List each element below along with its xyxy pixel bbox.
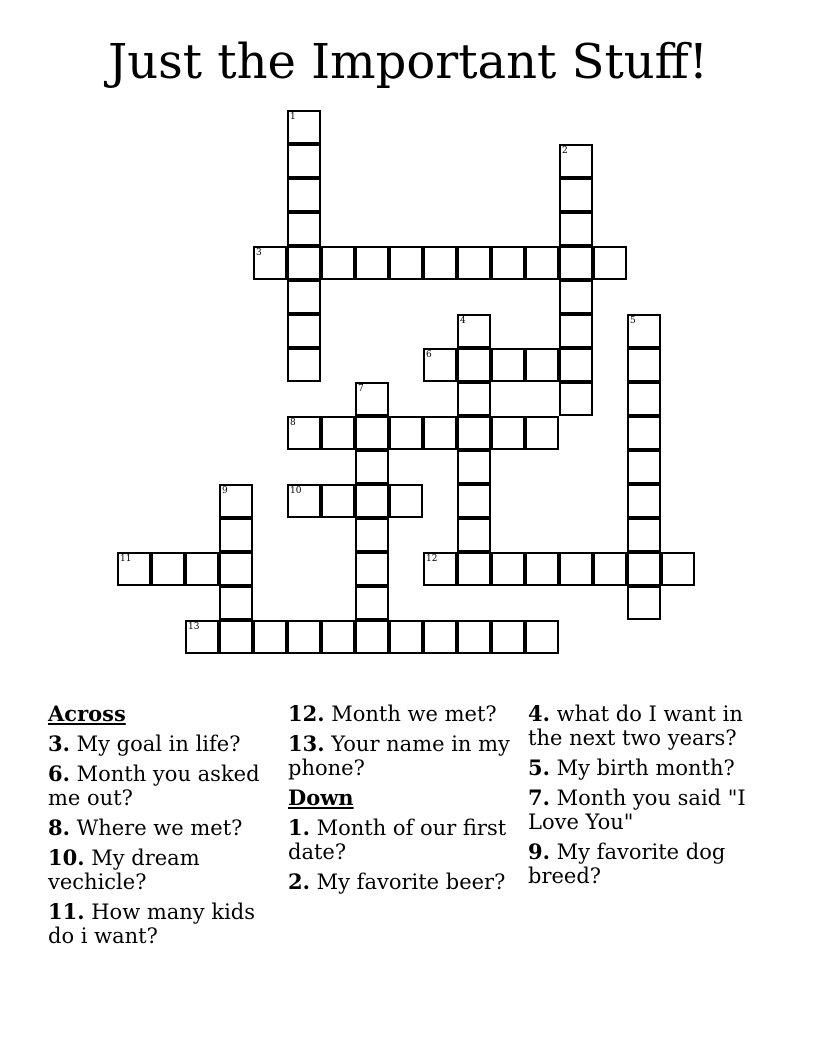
clue-number: 7. (528, 785, 550, 810)
clue-column-3 (528, 702, 768, 954)
clue-across-12 (288, 702, 528, 726)
clue-number: 9. (528, 839, 550, 864)
clue-text: Month you said "I Love You" (528, 786, 746, 834)
grid-cell[interactable] (457, 348, 491, 382)
grid-cell[interactable] (627, 382, 661, 416)
cell-number: 1 (290, 112, 296, 122)
grid-cell[interactable] (355, 450, 389, 484)
grid-cell[interactable] (559, 246, 593, 280)
grid-cell[interactable] (185, 620, 219, 654)
grid-cell[interactable] (457, 314, 491, 348)
grid-cell[interactable] (525, 348, 559, 382)
cell-number: 9 (222, 486, 228, 496)
clue-number: 12. (288, 701, 325, 726)
clue-column-2 (288, 702, 528, 954)
clue-text: My favorite dog breed? (528, 840, 726, 888)
grid-cell[interactable] (491, 620, 525, 654)
grid-cell[interactable] (355, 620, 389, 654)
grid-cell[interactable] (559, 552, 593, 586)
clue-down-7 (528, 786, 768, 834)
grid-cell[interactable] (491, 246, 525, 280)
clue-across-10 (48, 846, 288, 894)
grid-cell[interactable] (423, 416, 457, 450)
cell-number: 11 (120, 554, 132, 564)
grid-cell[interactable] (457, 518, 491, 552)
clue-down-2 (288, 870, 528, 894)
grid-cell[interactable] (355, 484, 389, 518)
grid-cell[interactable] (627, 450, 661, 484)
grid-cell[interactable] (559, 382, 593, 416)
grid-cell[interactable] (593, 246, 627, 280)
grid-cell[interactable] (287, 110, 321, 144)
grid-cell[interactable] (423, 348, 457, 382)
grid-cell[interactable] (389, 246, 423, 280)
grid-cell[interactable] (525, 552, 559, 586)
grid-cell[interactable] (287, 314, 321, 348)
grid-cell[interactable] (287, 416, 321, 450)
grid-cell[interactable] (525, 416, 559, 450)
clue-text: Month we met? (331, 702, 497, 726)
grid-cell[interactable] (355, 552, 389, 586)
grid-cell[interactable] (185, 552, 219, 586)
clue-down-5 (528, 756, 768, 780)
grid-cell[interactable] (559, 178, 593, 212)
clue-list (48, 702, 768, 954)
grid-cell[interactable] (287, 144, 321, 178)
clue-text: My birth month? (556, 756, 735, 780)
grid-cell[interactable] (253, 246, 287, 280)
grid-cell[interactable] (559, 280, 593, 314)
clue-number: 2. (288, 869, 310, 894)
cell-number: 10 (290, 486, 302, 496)
grid-cell[interactable] (525, 246, 559, 280)
grid-cell[interactable] (457, 382, 491, 416)
grid-cell[interactable] (627, 518, 661, 552)
grid-cell[interactable] (627, 552, 661, 586)
clue-number: 8. (48, 815, 70, 840)
clue-text: My dream vechicle? (48, 846, 200, 894)
clue-across-13 (288, 732, 528, 780)
grid-cell[interactable] (321, 620, 355, 654)
grid-cell[interactable] (593, 552, 627, 586)
grid-cell[interactable] (117, 552, 151, 586)
grid-cell[interactable] (423, 620, 457, 654)
grid-cell[interactable] (355, 382, 389, 416)
across-heading: Across (48, 701, 126, 726)
cell-number: 13 (188, 622, 200, 632)
cell-number: 4 (460, 316, 466, 326)
clue-text: How many kids do i want? (48, 900, 255, 948)
grid-cell[interactable] (457, 484, 491, 518)
grid-cell[interactable] (559, 348, 593, 382)
grid-cell[interactable] (627, 416, 661, 450)
grid-cell[interactable] (219, 518, 253, 552)
grid-cell[interactable] (287, 280, 321, 314)
clue-number: 3. (48, 731, 70, 756)
grid-cell[interactable] (287, 348, 321, 382)
grid-cell[interactable] (321, 416, 355, 450)
clue-down-4 (528, 702, 768, 750)
grid-cell[interactable] (287, 246, 321, 280)
grid-cell[interactable] (355, 416, 389, 450)
grid-cell[interactable] (287, 620, 321, 654)
grid-cell[interactable] (219, 620, 253, 654)
clue-number: 4. (528, 701, 550, 726)
clue-number: 1. (288, 815, 310, 840)
cell-number: 5 (630, 316, 636, 326)
clue-number: 5. (528, 755, 550, 780)
grid-cell[interactable] (457, 416, 491, 450)
grid-cell[interactable] (423, 246, 457, 280)
grid-cell[interactable] (491, 552, 525, 586)
grid-cell[interactable] (457, 620, 491, 654)
clue-text: Your name in my phone? (288, 732, 510, 780)
grid-cell[interactable] (389, 484, 423, 518)
cell-number: 6 (426, 350, 432, 360)
clue-across-3 (48, 732, 288, 756)
grid-cell[interactable] (321, 246, 355, 280)
clue-number: 6. (48, 761, 70, 786)
clue-number: 11. (48, 899, 85, 924)
clue-text: Month of our first date? (288, 816, 507, 864)
clue-text: My favorite beer? (316, 870, 506, 894)
grid-cell[interactable] (559, 314, 593, 348)
grid-cell[interactable] (491, 348, 525, 382)
grid-cell[interactable] (559, 144, 593, 178)
clue-text: Month you asked me out? (48, 762, 260, 810)
clue-across-8 (48, 816, 288, 840)
cell-number: 7 (358, 384, 364, 394)
grid-cell[interactable] (355, 586, 389, 620)
grid-cell[interactable] (661, 552, 695, 586)
grid-cell[interactable] (287, 484, 321, 518)
clue-number: 10. (48, 845, 85, 870)
grid-cell[interactable] (389, 416, 423, 450)
grid-cell[interactable] (457, 552, 491, 586)
cell-number: 12 (426, 554, 438, 564)
grid-cell[interactable] (389, 620, 423, 654)
grid-cell[interactable] (559, 212, 593, 246)
clue-number: 13. (288, 731, 325, 756)
cell-number: 2 (562, 146, 568, 156)
clue-text: what do I want in the next two years? (528, 702, 743, 750)
down-heading: Down (288, 785, 354, 810)
grid-cell[interactable] (219, 552, 253, 586)
clue-down-9 (528, 840, 768, 888)
clue-across-6 (48, 762, 288, 810)
grid-cell[interactable] (219, 586, 253, 620)
grid-cell[interactable] (457, 450, 491, 484)
grid-cell[interactable] (491, 416, 525, 450)
cell-number: 3 (256, 248, 262, 258)
grid-cell[interactable] (321, 484, 355, 518)
grid-cell[interactable] (151, 552, 185, 586)
grid-cell[interactable] (525, 620, 559, 654)
clue-text: My goal in life? (76, 732, 241, 756)
grid-cell[interactable] (457, 246, 491, 280)
grid-cell[interactable] (627, 586, 661, 620)
grid-cell[interactable] (355, 518, 389, 552)
grid-cell[interactable] (627, 348, 661, 382)
page-title: Just the Important Stuff! (107, 34, 709, 90)
grid-cell[interactable] (627, 314, 661, 348)
cell-number: 8 (290, 418, 296, 428)
clue-down-1 (288, 816, 528, 864)
grid-cell[interactable] (423, 552, 457, 586)
grid-cell[interactable] (287, 212, 321, 246)
clue-across-11 (48, 900, 288, 948)
clue-text: Where we met? (76, 816, 243, 840)
grid-cell[interactable] (627, 484, 661, 518)
grid-cell[interactable] (253, 620, 287, 654)
clue-column-1 (48, 702, 288, 954)
grid-cell[interactable] (287, 178, 321, 212)
grid-cell[interactable] (355, 246, 389, 280)
grid-cell[interactable] (219, 484, 253, 518)
